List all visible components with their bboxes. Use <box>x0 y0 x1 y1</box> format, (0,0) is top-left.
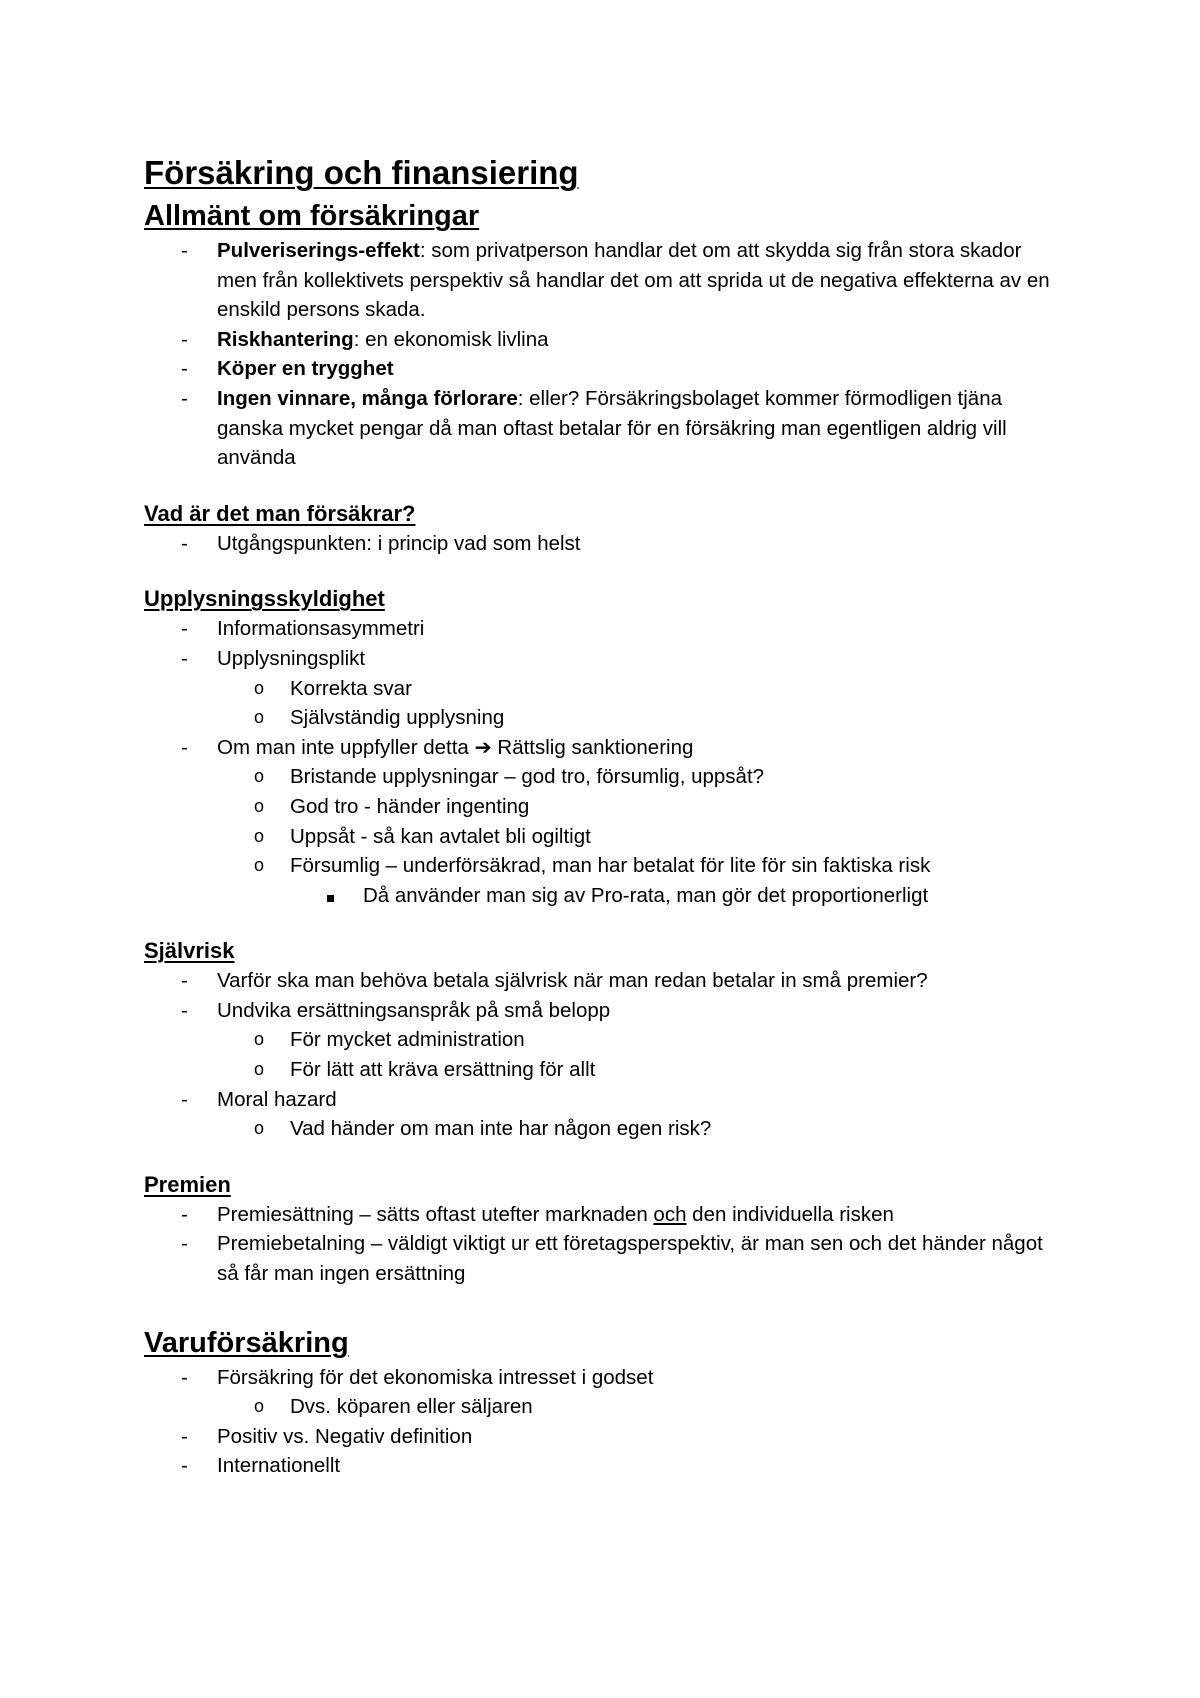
list-item <box>144 1363 1064 1393</box>
circle-bullet: o <box>254 855 265 876</box>
list-item <box>144 1085 1064 1115</box>
list-item <box>144 529 1064 559</box>
item-text: Försumlig – underförsäkrad, man har betalat för lite för sin faktiska risk <box>290 854 931 878</box>
sub-list-item <box>144 1392 1064 1422</box>
sub-list-item <box>144 674 1064 704</box>
item-term: Ingen vinnare, många förlorare <box>217 386 518 410</box>
section-heading-allmant: Allmänt om försäkringar <box>144 200 480 232</box>
item-text: Internationellt <box>217 1454 341 1478</box>
item-term: Riskhantering <box>217 327 354 351</box>
circle-bullet: o <box>254 1396 265 1417</box>
sub-list-item <box>144 1114 1064 1144</box>
item-text: För lätt att kräva ersättning för allt <box>290 1058 596 1082</box>
sub-list-item <box>144 762 1064 792</box>
dash-bullet: - <box>181 617 188 641</box>
circle-bullet: o <box>254 677 265 698</box>
section-heading-vad: Vad är det man försäkrar? <box>144 500 416 526</box>
item-text: Moral hazard <box>217 1087 337 1111</box>
item-text: Upplysningsplikt <box>217 646 366 670</box>
dash-bullet: - <box>181 1424 188 1448</box>
dash-bullet: - <box>181 646 188 670</box>
item-text: Dvs. köparen eller säljaren <box>290 1395 533 1419</box>
section-heading-upplysning: Upplysningsskyldighet <box>144 586 385 612</box>
sub-list-item <box>144 1055 1064 1085</box>
item-text: Premiebetalning – väldigt viktigt ur ett företagsperspektiv, är man sen och det händer något så får man ingen ersättning <box>217 1232 1043 1286</box>
list-upplysning <box>144 614 1064 910</box>
list-item <box>144 733 1064 763</box>
item-text: Korrekta svar <box>290 676 412 700</box>
item-text: God tro - händer ingenting <box>290 794 530 818</box>
list-item <box>144 644 1064 674</box>
list-allmant <box>144 236 1064 473</box>
circle-bullet: o <box>254 766 265 787</box>
item-term: Pulveriserings-effekt <box>217 239 420 262</box>
list-item <box>144 996 1064 1026</box>
item-text: : som privatperson handlar det om att skydda sig från stora skador men från kollektivets perspektiv så handlar det om att sprida ut de negativa effekterna av en enskild persons skada. <box>217 239 1050 322</box>
list-vad <box>144 529 1064 559</box>
dash-bullet: - <box>181 998 188 1022</box>
dash-bullet: - <box>181 239 188 262</box>
item-text: Varför ska man behöva betala självrisk när man redan betalar in små premier? <box>217 969 928 993</box>
section-heading-varuforsakring: Varuförsäkring <box>144 1326 349 1359</box>
dash-bullet: - <box>181 735 188 759</box>
item-text: Vad händer om man inte har någon egen risk? <box>290 1117 712 1141</box>
circle-bullet: o <box>254 795 265 816</box>
list-item <box>144 1200 1064 1230</box>
sub-list-item <box>144 703 1064 733</box>
list-item <box>144 384 1064 473</box>
sub-list-item <box>144 1025 1064 1055</box>
item-text: Bristande upplysningar – god tro, försumlig, uppsåt? <box>290 765 765 789</box>
item-text: Premiesättning – sätts oftast utefter marknaden <box>217 1202 654 1226</box>
list-item <box>144 325 1064 355</box>
section-heading-premien: Premien <box>144 1171 231 1197</box>
list-premien <box>144 1200 1064 1289</box>
arrow-right-icon: ➔ <box>474 735 492 759</box>
dash-bullet: - <box>181 1202 188 1226</box>
document-page <box>144 150 1064 1481</box>
item-term: Köper en trygghet <box>217 357 394 381</box>
item-text: den individuella risken <box>686 1202 894 1226</box>
item-text: Försäkring för det ekonomiska intresset i godset <box>217 1365 654 1389</box>
item-text: Då använder man sig av Pro-rata, man gör det proportionerligt <box>363 883 929 907</box>
circle-bullet: o <box>254 825 265 846</box>
sub-list-item <box>144 851 1064 881</box>
list-varuforsakring <box>144 1363 1064 1481</box>
list-sjalvrisk <box>144 966 1064 1144</box>
dash-bullet: - <box>181 1232 188 1256</box>
item-text: Informationsasymmetri <box>217 617 425 641</box>
dash-bullet: - <box>181 1365 188 1389</box>
item-text: Om man inte uppfyller detta <box>217 735 475 759</box>
list-item <box>144 1422 1064 1452</box>
item-text: : eller? Försäkringsbolaget kommer förmodligen tjäna ganska mycket pengar då man oftast betalar för en försäkring man egentligen aldrig vill använda <box>217 386 1007 470</box>
circle-bullet: o <box>254 1118 265 1139</box>
list-item <box>144 614 1064 644</box>
dash-bullet: - <box>181 357 188 381</box>
item-text: Rättslig sanktionering <box>491 735 694 759</box>
sub-list-item <box>144 792 1064 822</box>
circle-bullet: o <box>254 1059 265 1080</box>
item-text: För mycket administration <box>290 1028 525 1052</box>
circle-bullet: o <box>254 707 265 728</box>
square-bullet-icon <box>327 881 334 911</box>
section-heading-sjalvrisk: Självrisk <box>144 938 235 964</box>
item-text: Undvika ersättningsanspråk på små belopp <box>217 998 611 1022</box>
list-item <box>144 354 1064 384</box>
circle-bullet: o <box>254 1029 265 1050</box>
list-item <box>144 236 1064 325</box>
item-text: Självständig upplysning <box>290 706 505 730</box>
sub-sub-list-item <box>144 881 1064 911</box>
underlined-word: och <box>653 1202 687 1226</box>
dash-bullet: - <box>181 386 188 410</box>
list-item <box>144 1451 1064 1481</box>
dash-bullet: - <box>181 531 188 555</box>
dash-bullet: - <box>181 969 188 993</box>
sub-list-item <box>144 822 1064 852</box>
dash-bullet: - <box>181 1454 188 1478</box>
document-title: Försäkring och finansiering <box>144 154 579 191</box>
item-text: : en ekonomisk livlina <box>353 327 549 351</box>
item-text: Utgångspunkten: i princip vad som helst <box>217 531 581 555</box>
item-text: Uppsåt - så kan avtalet bli ogiltigt <box>290 824 591 848</box>
dash-bullet: - <box>181 1087 188 1111</box>
list-item <box>144 1229 1064 1288</box>
list-item <box>144 966 1064 996</box>
dash-bullet: - <box>181 327 188 351</box>
item-text: Positiv vs. Negativ definition <box>217 1424 473 1448</box>
